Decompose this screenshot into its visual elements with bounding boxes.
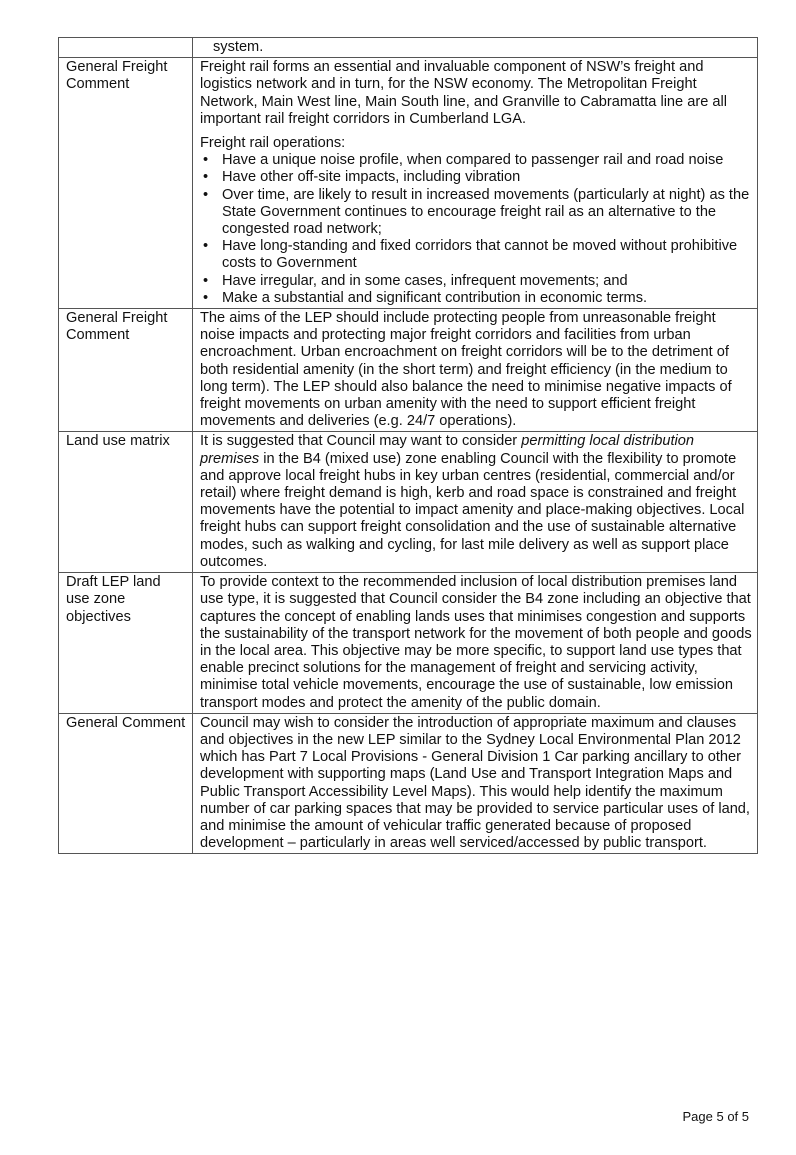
- list-item: • Make a substantial and significant contribution in economic terms.: [200, 290, 753, 307]
- bullet-list: [200, 152, 753, 307]
- list-item: • Have irregular, and in some cases, infrequent movements; and: [200, 273, 753, 290]
- continuation-text: system.: [213, 39, 264, 55]
- row-content: [193, 58, 758, 309]
- row-label: [59, 38, 193, 58]
- paragraph: Freight rail forms an essential and invaluable component of NSW’s freight and logistics network and in turn, for the NSW economy. The Metropolitan Freight Network, Main West line, Main South line, and Granville to Cabramatta line are all important rail freight corridors in Cumberland LGA.: [200, 59, 727, 127]
- row-label: General Freight Comment: [59, 58, 193, 309]
- text-segment: It is suggested that Council may want to consider: [200, 433, 522, 450]
- row-label: General Freight Comment: [59, 309, 193, 432]
- row-content: [193, 432, 758, 573]
- table-row: [59, 309, 758, 432]
- table-row: [59, 573, 758, 714]
- table-row: [59, 38, 758, 58]
- list-item: • Have long-standing and fixed corridors that cannot be moved without prohibitive costs to Government: [200, 238, 753, 272]
- row-label: Draft LEP land use zone objectives: [59, 573, 193, 714]
- row-content: [193, 38, 758, 58]
- list-item: • Over time, are likely to result in increased movements (particularly at night) as the State Government continues to encourage freight rail as an alternative to the congested road network;: [200, 187, 753, 239]
- emphasis-text: permitting local distribution premises: [200, 433, 695, 467]
- page-number: Page 5 of 5: [682, 1109, 749, 1124]
- row-content: Council may wish to consider the introduction of appropriate maximum and clauses and objectives in the new LEP similar to the Sydney Local Environmental Plan 2012 which has Part 7 Local Provisions - General Division 1 Car parking ancillary to other development with supporting maps (Land Use and Transport Integration Maps and Public Transport Accessibility Level Maps). This would help identify the maximum number of car parking spaces that may be provided to service particular uses of land, and minimise the amount of vehicular traffic generated because of proposed development – particularly in areas well serviced/accessed by public transport.: [193, 713, 758, 854]
- table-row: [59, 432, 758, 573]
- list-item: • Have a unique noise profile, when compared to passenger rail and road noise: [200, 152, 753, 169]
- text-segment: in the B4 (mixed use) zone enabling Council with the flexibility to promote and approve local freight hubs in key urban centres (residential, commercial and/or retail) where freight demand is high, kerb and road space is constrained and freight movements have the potential to impact amenity and place-making objectives. Local freight hubs can support freight consolidation and the use of sustainable alternative modes, such as walking and cycling, for last mile delivery as well as support place outcomes.: [200, 450, 745, 570]
- comments-table: [58, 37, 758, 854]
- table-row: [59, 713, 758, 854]
- paragraph: Freight rail operations:: [200, 135, 346, 152]
- row-content: To provide context to the recommended inclusion of local distribution premises land use type, it is suggested that Council consider the B4 zone including an objective that captures the concept of enabling lands uses that minimises congestion and supports the sustainability of the transport network for the movement of both people and goods in the local area. This objective may be more specific, to support land use types that enable precinct solutions for the management of freight and servicing activity, minimise total vehicle movements, encourage the use of sustainable, low emission transport modes and protect the amenity of the public domain.: [193, 573, 758, 714]
- table-row: [59, 58, 758, 309]
- row-content: The aims of the LEP should include protecting people from unreasonable freight noise impacts and protecting major freight corridors and facilities from urban encroachment. Urban encroachment on freight corridors will be to the detriment of both residential amenity (in the short term) and freight efficiency (in the medium to long term). The LEP should also balance the need to minimise negative impacts of freight movements on urban amenity with the need to support efficient freight movements and deliveries (e.g. 24/7 operations).: [193, 309, 758, 432]
- row-label: General Comment: [59, 713, 193, 854]
- list-item: • Have other off-site impacts, including vibration: [200, 169, 753, 186]
- row-label: Land use matrix: [59, 432, 193, 573]
